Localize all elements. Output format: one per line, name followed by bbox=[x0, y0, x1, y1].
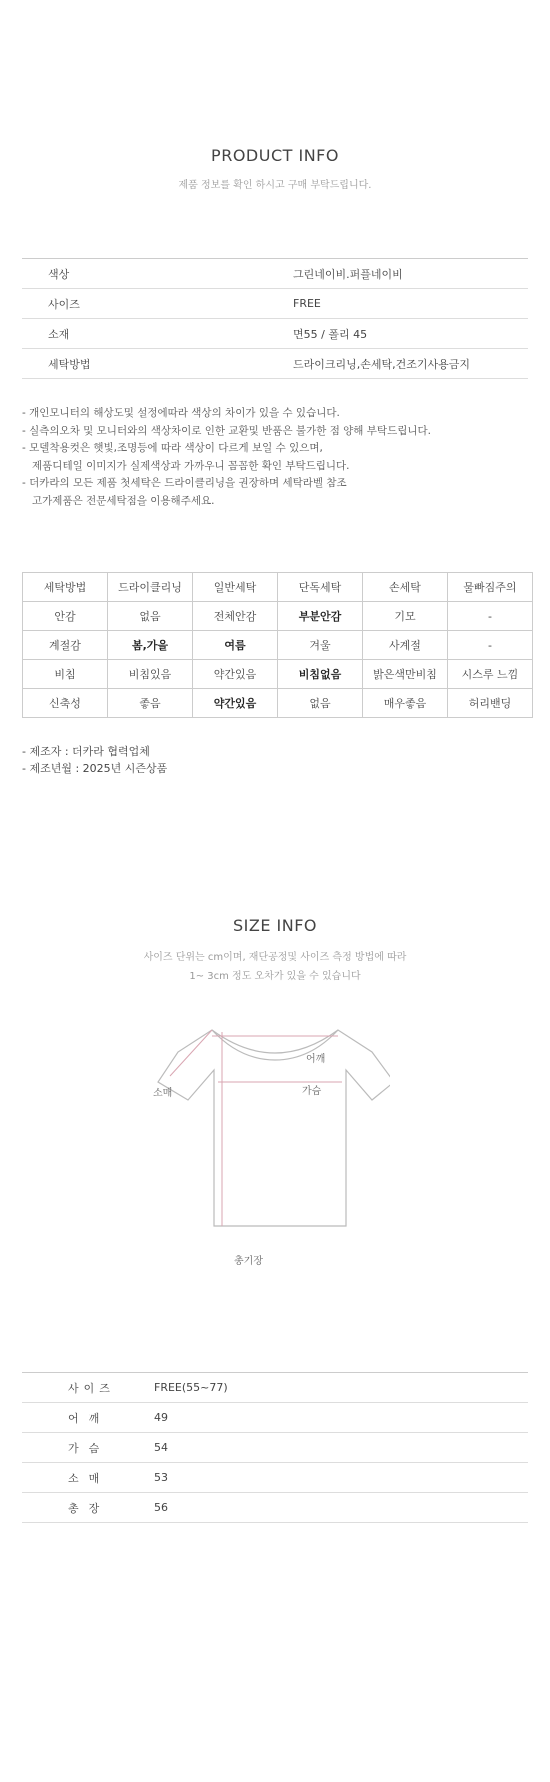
row-label: 사이즈 bbox=[48, 297, 80, 311]
size-row bbox=[22, 1493, 528, 1523]
grid-cell: 좋음 bbox=[108, 689, 193, 718]
grid-cell: 세탁방법 bbox=[23, 573, 108, 602]
grid-cell: 봄,가을 bbox=[108, 631, 193, 660]
size-row bbox=[22, 1373, 528, 1403]
grid-cell: 신축성 bbox=[23, 689, 108, 718]
chest-label: 가슴 bbox=[302, 1086, 322, 1097]
notice-line: - 모델착용컷은 햇빛,조명등에 따라 색상이 다르게 보일 수 있으며, bbox=[22, 442, 323, 454]
notice-line: - 개인모니터의 해상도및 설정에따라 색상의 차이가 있을 수 있습니다. bbox=[22, 407, 340, 419]
product-row-material bbox=[22, 319, 528, 349]
product-row-size bbox=[22, 289, 528, 319]
notice-line: 제품디테일 이미지가 실제색상과 가까우니 꼼꼼한 확인 부탁드립니다. bbox=[22, 459, 350, 472]
grid-cell: - bbox=[448, 602, 533, 631]
grid-cell: 약간있음 bbox=[193, 689, 278, 718]
grid-cell: - bbox=[448, 631, 533, 660]
size-label: 사이즈 bbox=[68, 1381, 115, 1395]
product-row-washing bbox=[22, 349, 528, 379]
product-info-table bbox=[22, 258, 528, 379]
grid-cell: 사계절 bbox=[363, 631, 448, 660]
grid-row bbox=[23, 660, 533, 689]
maker-line: - 제조자 : 더카라 협력업체 bbox=[22, 745, 150, 758]
size-info-subtitle-2: 1~ 3cm 정도 오차가 있을 수 있습니다 bbox=[189, 971, 361, 982]
size-label: 가슴 bbox=[68, 1441, 110, 1455]
grid-cell: 전체안감 bbox=[193, 602, 278, 631]
size-value: 49 bbox=[154, 1411, 168, 1424]
size-value: 53 bbox=[154, 1471, 168, 1484]
grid-cell: 비침있음 bbox=[108, 660, 193, 689]
sleeve-label: 소매 bbox=[153, 1088, 173, 1099]
tshirt-outline bbox=[158, 1030, 390, 1226]
grid-cell: 없음 bbox=[108, 602, 193, 631]
row-value: 드라이크리닝,손세탁,건조기사용금지 bbox=[293, 357, 471, 371]
grid-cell: 약간있음 bbox=[193, 660, 278, 689]
grid-cell: 드라이클리닝 bbox=[108, 573, 193, 602]
grid-row bbox=[23, 602, 533, 631]
size-info-title: SIZE INFO bbox=[232, 916, 317, 935]
product-info-subtitle: 제품 정보를 확인 하시고 구매 부탁드립니다. bbox=[178, 180, 372, 191]
size-value: 54 bbox=[154, 1441, 168, 1454]
grid-cell: 일반세탁 bbox=[193, 573, 278, 602]
notice-line: - 실측의오차 및 모니터와의 색상차이로 인한 교환및 반품은 불가한 점 양해 부탁드립니다. bbox=[22, 424, 431, 437]
size-value: FREE(55~77) bbox=[154, 1381, 228, 1394]
grid-cell: 물빠짐주의 bbox=[448, 573, 533, 602]
size-row bbox=[22, 1433, 528, 1463]
size-row bbox=[22, 1463, 528, 1493]
maker-info bbox=[22, 743, 167, 777]
grid-cell: 허리밴딩 bbox=[448, 689, 533, 718]
shoulder-label: 어깨 bbox=[306, 1054, 326, 1065]
maker-line: - 제조년월 : 2025년 시즌상품 bbox=[22, 762, 168, 775]
grid-cell: 매우좋음 bbox=[363, 689, 448, 718]
tshirt-diagram bbox=[150, 1018, 390, 1248]
grid-row bbox=[23, 689, 533, 718]
grid-cell: 기모 bbox=[363, 602, 448, 631]
row-value: 그린네이비.퍼플네이비 bbox=[293, 267, 403, 281]
sleeve-measure-line bbox=[170, 1030, 212, 1076]
grid-cell: 계절감 bbox=[23, 631, 108, 660]
size-info-subtitle-1: 사이즈 단위는 cm이며, 재단공정및 사이즈 측정 방법에 따라 bbox=[143, 952, 407, 963]
size-value: 56 bbox=[154, 1501, 168, 1514]
size-table bbox=[22, 1372, 528, 1523]
grid-cell: 단독세탁 bbox=[278, 573, 363, 602]
size-label: 소매 bbox=[68, 1471, 110, 1485]
grid-cell: 비침없음 bbox=[278, 660, 363, 689]
size-row bbox=[22, 1403, 528, 1433]
size-label: 총장 bbox=[68, 1501, 110, 1515]
grid-cell: 겨울 bbox=[278, 631, 363, 660]
notice-line: - 더카라의 모든 제품 첫세탁은 드라이클리닝을 권장하며 세탁라벨 참조 bbox=[22, 477, 347, 489]
notice-line: 고가제품은 전문세탁점을 이용해주세요. bbox=[22, 494, 215, 507]
grid-cell: 손세탁 bbox=[363, 573, 448, 602]
grid-cell: 시스루 느낌 bbox=[448, 660, 533, 689]
grid-row bbox=[23, 631, 533, 660]
row-value: 면55 / 폴리 45 bbox=[293, 327, 368, 341]
size-label: 어깨 bbox=[68, 1411, 110, 1425]
row-label: 색상 bbox=[48, 267, 70, 281]
row-label: 소재 bbox=[48, 327, 70, 341]
product-row-color bbox=[22, 259, 528, 289]
product-info-title: PRODUCT INFO bbox=[211, 146, 339, 165]
row-label: 세탁방법 bbox=[48, 357, 91, 371]
grid-cell: 여름 bbox=[193, 631, 278, 660]
row-value: FREE bbox=[293, 297, 321, 310]
grid-cell: 비침 bbox=[23, 660, 108, 689]
care-grid bbox=[22, 572, 533, 718]
length-label: 총기장 bbox=[234, 1256, 263, 1267]
notice-list bbox=[22, 405, 431, 510]
grid-cell: 없음 bbox=[278, 689, 363, 718]
grid-cell: 밝은색만비침 bbox=[363, 660, 448, 689]
grid-cell: 안감 bbox=[23, 602, 108, 631]
grid-cell: 부분안감 bbox=[278, 602, 363, 631]
grid-header-row bbox=[23, 573, 533, 602]
